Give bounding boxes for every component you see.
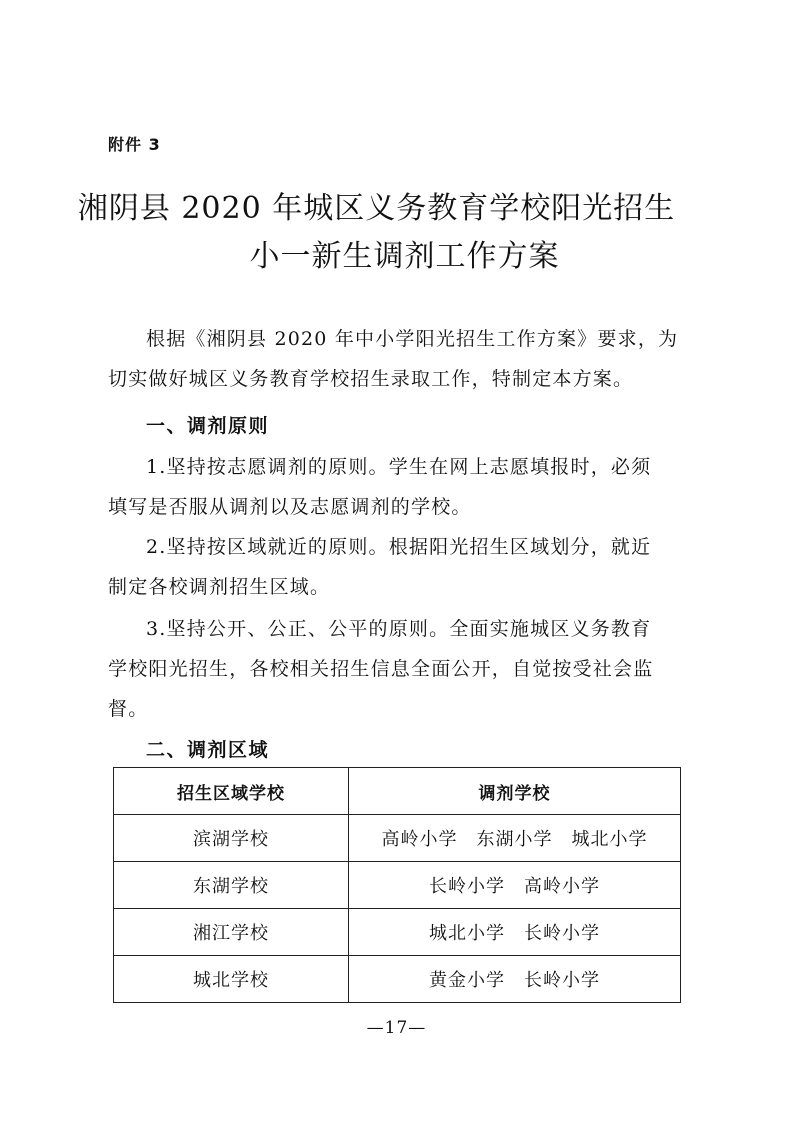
table-row [114,956,681,1003]
principle-item-3 [108,609,688,729]
principle-3-line-3: 督。 [108,698,149,720]
principle-item-2 [108,527,688,607]
enrollment-school-cell: 城北学校 [114,956,349,1003]
principle-3-line-2: 学校阳光招生，各校相关招生信息全面公开，自觉按受社会监 [108,658,654,680]
table-row [114,862,681,909]
principle-3-line-1: 3.坚持公开、公正、公平的原则。全面实施城区义务教育 [146,618,652,640]
document-title-line-2: 小一新生调剂工作方案 [249,239,560,274]
intro-line-1: 根据《湘阴县 2020 年中小学阳光招生工作方案》要求，为 [146,328,679,350]
page-number: —17— [366,1018,427,1038]
principle-item-1 [108,447,688,527]
document-title-line-1: 湘阴县 2020 年城区义务教育学校阳光招生 [77,191,676,226]
intro-line-2: 切实做好城区义务教育学校招生录取工作，特制定本方案。 [108,368,634,390]
adjustment-zone-table [113,767,681,1003]
header-enrollment-school: 招生区域学校 [114,768,349,815]
table-row [114,815,681,862]
table-row [114,909,681,956]
adjustment-school-cell: 长岭小学 高岭小学 [349,862,681,909]
principle-2-line-1: 2.坚持按区域就近的原则。根据阳光招生区域划分，就近 [146,536,652,558]
enrollment-school-cell: 湘江学校 [114,909,349,956]
principle-2-line-2: 制定各校调剂招生区域。 [108,576,331,598]
adjustment-school-cell: 城北小学 长岭小学 [349,909,681,956]
attachment-label: 附件 3 [108,135,161,154]
adjustment-school-cell: 高岭小学 东湖小学 城北小学 [349,815,681,862]
enrollment-school-cell: 滨湖学校 [114,815,349,862]
principle-1-line-2: 填写是否服从调剂以及志愿调剂的学校。 [108,496,472,518]
section-1-heading: 一、调剂原则 [146,415,270,437]
header-adjustment-school: 调剂学校 [349,768,681,815]
section-2-heading: 二、调剂区域 [146,739,270,761]
intro-paragraph [108,319,688,399]
adjustment-school-cell: 黄金小学 长岭小学 [349,956,681,1003]
principle-1-line-1: 1.坚持按志愿调剂的原则。学生在网上志愿填报时，必须 [146,456,652,478]
enrollment-school-cell: 东湖学校 [114,862,349,909]
table-header-row [114,768,681,815]
